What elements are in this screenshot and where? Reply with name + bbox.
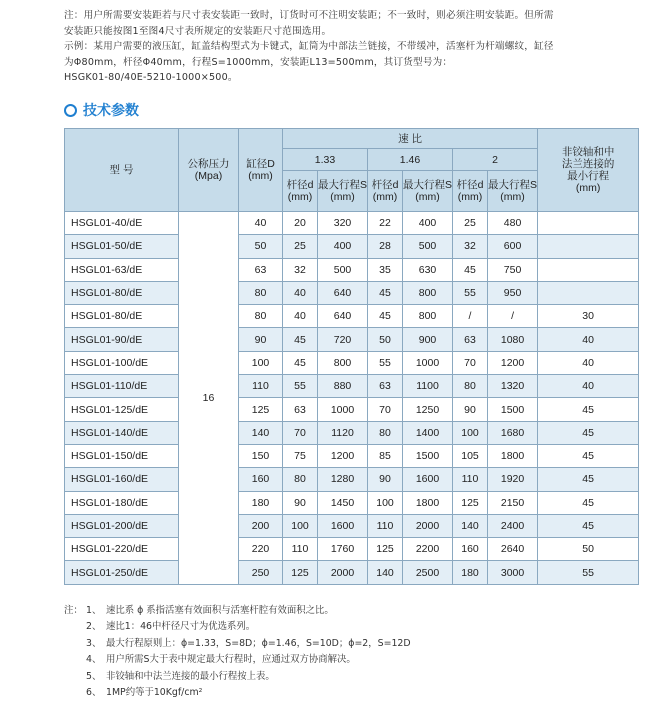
table-cell-s2: 800 xyxy=(403,305,453,328)
table-cell-s2: 1800 xyxy=(403,491,453,514)
table-cell-d3: 140 xyxy=(453,514,488,537)
table-cell-s3: 1920 xyxy=(488,468,538,491)
table-cell-bore: 220 xyxy=(239,538,283,561)
model-cell: HSGL01-80/dE xyxy=(65,305,179,328)
note-number: 2、 xyxy=(86,621,102,633)
table-cell-s1: 880 xyxy=(318,375,368,398)
table-cell-s3: 1500 xyxy=(488,398,538,421)
table-cell-bore: 90 xyxy=(239,328,283,351)
note-item xyxy=(64,636,624,652)
table-cell-s2: 1400 xyxy=(403,421,453,444)
model-cell: HSGL01-63/dE xyxy=(65,258,179,281)
table-cell-d2: 80 xyxy=(368,421,403,444)
table-cell-d1: 45 xyxy=(283,351,318,374)
header-rod xyxy=(453,171,488,212)
table-cell-s2: 630 xyxy=(403,258,453,281)
model-cell: HSGL01-220/dE xyxy=(65,538,179,561)
notes xyxy=(64,603,624,701)
table-cell-d3: 100 xyxy=(453,421,488,444)
table-cell-s1: 2000 xyxy=(318,561,368,584)
table-cell-s3: 3000 xyxy=(488,561,538,584)
table-cell-d1: 25 xyxy=(283,235,318,258)
table-cell-s1: 1280 xyxy=(318,468,368,491)
note-text: 非铰轴和中法兰连接的最小行程按上表。 xyxy=(106,670,275,682)
table-cell-d3: 45 xyxy=(453,258,488,281)
table-cell-d3: 25 xyxy=(453,212,488,235)
table-cell-s3: 750 xyxy=(488,258,538,281)
table-cell-d3: 105 xyxy=(453,444,488,467)
table-cell-d3: 80 xyxy=(453,375,488,398)
table-cell-d1: 20 xyxy=(283,212,318,235)
header-pressure xyxy=(179,129,239,212)
table-cell-d1: 40 xyxy=(283,305,318,328)
table-cell-s2: 1250 xyxy=(403,398,453,421)
table-cell-s3: 600 xyxy=(488,235,538,258)
table-cell-s2: 1500 xyxy=(403,444,453,467)
spec-table xyxy=(64,128,639,585)
note-number: 5、 xyxy=(86,670,102,682)
table-row xyxy=(65,258,639,281)
table-cell-s3: 2640 xyxy=(488,538,538,561)
table-row xyxy=(65,421,639,444)
table-cell-min xyxy=(538,258,639,281)
header-max-stroke-label: 最大行程S (mm) xyxy=(488,179,538,203)
table-cell-bore: 150 xyxy=(239,444,283,467)
header-max-stroke xyxy=(403,171,453,212)
table-cell-min xyxy=(538,281,639,304)
table-cell-d3: 63 xyxy=(453,328,488,351)
table-cell-min: 45 xyxy=(538,514,639,537)
table-cell-bore: 80 xyxy=(239,305,283,328)
table-cell-d3: 180 xyxy=(453,561,488,584)
table-cell-s2: 2200 xyxy=(403,538,453,561)
table-cell-s3: 2150 xyxy=(488,491,538,514)
table-cell-s1: 1450 xyxy=(318,491,368,514)
circle-bullet-icon xyxy=(64,104,77,117)
table-cell-s1: 1000 xyxy=(318,398,368,421)
table-cell-s1: 720 xyxy=(318,328,368,351)
table-cell-d2: 28 xyxy=(368,235,403,258)
header-ratio-2: 1.46 xyxy=(368,149,453,171)
model-cell: HSGL01-80/dE xyxy=(65,281,179,304)
spec-table-body xyxy=(65,212,639,585)
table-cell-d3: 125 xyxy=(453,491,488,514)
table-cell-bore: 200 xyxy=(239,514,283,537)
intro-line: 安装距只能按图1至图4尺寸表所规定的安装距尺寸范围选用。 xyxy=(64,25,332,37)
section-title-text: 技术参数 xyxy=(83,103,139,119)
note-item xyxy=(64,652,624,668)
table-cell-d1: 63 xyxy=(283,398,318,421)
note-text: 1MP约等于10Kgf/cm² xyxy=(106,687,203,699)
header-model: 型 号 xyxy=(65,129,179,212)
table-cell-d3: 110 xyxy=(453,468,488,491)
table-cell-bore: 100 xyxy=(239,351,283,374)
table-row xyxy=(65,468,639,491)
table-cell-s3: 2400 xyxy=(488,514,538,537)
table-cell-d2: 100 xyxy=(368,491,403,514)
note-text: 速比系 ϕ 系指活塞有效面积与活塞杆腔有效面积之比。 xyxy=(106,605,334,616)
header-rod-label: 杆径d (mm) xyxy=(371,179,399,203)
model-cell: HSGL01-110/dE xyxy=(65,375,179,398)
table-cell-d2: 85 xyxy=(368,444,403,467)
table-cell-bore: 160 xyxy=(239,468,283,491)
table-row xyxy=(65,281,639,304)
table-cell-bore: 40 xyxy=(239,212,283,235)
table-cell-d2: 90 xyxy=(368,468,403,491)
table-cell-d3: 90 xyxy=(453,398,488,421)
table-cell-d2: 35 xyxy=(368,258,403,281)
table-cell-s2: 1000 xyxy=(403,351,453,374)
table-cell-d1: 80 xyxy=(283,468,318,491)
table-cell-bore: 50 xyxy=(239,235,283,258)
table-cell-min: 45 xyxy=(538,444,639,467)
header-min-stroke-label: 非铰轴和中 法兰连接的 最小行程 (mm) xyxy=(561,146,615,194)
header-min-stroke xyxy=(538,129,639,212)
intro-line: HSGK01-80/40E-5210-1000×500。 xyxy=(64,72,238,84)
note-text: 速比1：46中杆径尺寸为优选系列。 xyxy=(106,621,256,633)
table-cell-min: 45 xyxy=(538,421,639,444)
table-cell-s3: 480 xyxy=(488,212,538,235)
table-cell-d2: 45 xyxy=(368,305,403,328)
table-cell-s3: 1680 xyxy=(488,421,538,444)
table-cell-s1: 400 xyxy=(318,235,368,258)
note-number: 4、 xyxy=(86,654,102,666)
table-cell-d1: 45 xyxy=(283,328,318,351)
note-item xyxy=(64,669,624,685)
table-cell-d2: 55 xyxy=(368,351,403,374)
table-cell-bore: 140 xyxy=(239,421,283,444)
table-cell-bore: 125 xyxy=(239,398,283,421)
table-cell-s1: 640 xyxy=(318,281,368,304)
header-max-stroke xyxy=(488,171,538,212)
model-cell: HSGL01-90/dE xyxy=(65,328,179,351)
table-cell-d1: 125 xyxy=(283,561,318,584)
table-cell-bore: 180 xyxy=(239,491,283,514)
table-cell-d3: / xyxy=(453,305,488,328)
note-number: 3、 xyxy=(86,637,102,649)
note-text: 用户所需S大于表中规定最大行程时，应通过双方协商解决。 xyxy=(106,654,356,666)
table-cell-min: 40 xyxy=(538,375,639,398)
table-cell-d2: 140 xyxy=(368,561,403,584)
table-cell-d1: 100 xyxy=(283,514,318,537)
table-cell-s2: 2500 xyxy=(403,561,453,584)
header-bore-label: 缸径D (mm) xyxy=(246,158,275,182)
table-row xyxy=(65,235,639,258)
table-cell-s1: 1200 xyxy=(318,444,368,467)
table-cell-s1: 640 xyxy=(318,305,368,328)
table-cell-d1: 32 xyxy=(283,258,318,281)
table-cell-s1: 1600 xyxy=(318,514,368,537)
table-row xyxy=(65,398,639,421)
header-max-stroke xyxy=(318,171,368,212)
table-cell-d1: 55 xyxy=(283,375,318,398)
model-cell: HSGL01-160/dE xyxy=(65,468,179,491)
table-cell-min: 30 xyxy=(538,305,639,328)
note-item xyxy=(64,603,624,619)
table-cell-s3: 950 xyxy=(488,281,538,304)
header-rod-label: 杆径d (mm) xyxy=(286,179,314,203)
table-row xyxy=(65,212,639,235)
table-cell-min: 50 xyxy=(538,538,639,561)
table-cell-s2: 1100 xyxy=(403,375,453,398)
table-cell-d2: 22 xyxy=(368,212,403,235)
table-cell-bore: 63 xyxy=(239,258,283,281)
table-cell-s3: 1080 xyxy=(488,328,538,351)
table-cell-min: 40 xyxy=(538,351,639,374)
table-cell-s1: 1760 xyxy=(318,538,368,561)
header-rod xyxy=(283,171,318,212)
table-cell-d2: 110 xyxy=(368,514,403,537)
table-cell-d1: 90 xyxy=(283,491,318,514)
model-cell: HSGL01-100/dE xyxy=(65,351,179,374)
table-cell-s2: 800 xyxy=(403,281,453,304)
table-cell-d2: 45 xyxy=(368,281,403,304)
note-number: 6、 xyxy=(86,687,102,699)
table-cell-d1: 75 xyxy=(283,444,318,467)
table-cell-s1: 320 xyxy=(318,212,368,235)
table-row xyxy=(65,561,639,584)
table-cell-bore: 250 xyxy=(239,561,283,584)
intro-line: 为Φ80mm，杆径Φ40mm，行程S=1000mm，安装距L13=500mm，其订货型号为： xyxy=(64,56,453,68)
table-cell-min xyxy=(538,212,639,235)
table-cell-s3: / xyxy=(488,305,538,328)
table-row xyxy=(65,538,639,561)
table-cell-d2: 63 xyxy=(368,375,403,398)
table-cell-d2: 70 xyxy=(368,398,403,421)
note-item xyxy=(64,619,624,635)
model-cell: HSGL01-250/dE xyxy=(65,561,179,584)
table-row xyxy=(65,305,639,328)
model-cell: HSGL01-40/dE xyxy=(65,212,179,235)
table-cell-min: 45 xyxy=(538,491,639,514)
table-row xyxy=(65,351,639,374)
table-cell-s3: 1320 xyxy=(488,375,538,398)
model-cell: HSGL01-200/dE xyxy=(65,514,179,537)
note-item xyxy=(64,685,624,701)
model-cell: HSGL01-140/dE xyxy=(65,421,179,444)
table-cell-bore: 110 xyxy=(239,375,283,398)
table-row xyxy=(65,514,639,537)
table-cell-min: 45 xyxy=(538,398,639,421)
header-max-stroke-label: 最大行程S (mm) xyxy=(403,179,453,203)
table-cell-min: 55 xyxy=(538,561,639,584)
table-cell-min xyxy=(538,235,639,258)
intro-line: 示例：某用户需要的液压缸，缸盖结构型式为卡键式，缸筒为中部法兰链接，不带缓冲，活塞杆为杆端螺纹，缸径 xyxy=(64,41,554,53)
header-max-stroke-label: 最大行程S (mm) xyxy=(318,179,368,203)
notes-lead: 注： xyxy=(64,605,83,616)
table-cell-s1: 800 xyxy=(318,351,368,374)
table-cell-bore: 80 xyxy=(239,281,283,304)
table-row xyxy=(65,444,639,467)
model-cell: HSGL01-50/dE xyxy=(65,235,179,258)
note-number: 1、 xyxy=(86,605,102,616)
header-ratio-3: 2 xyxy=(453,149,538,171)
table-cell-d3: 32 xyxy=(453,235,488,258)
table-cell-min: 45 xyxy=(538,468,639,491)
header-pressure-label: 公称压力 (Mpa) xyxy=(187,158,230,182)
header-rod xyxy=(368,171,403,212)
header-bore xyxy=(239,129,283,212)
table-cell-s3: 1200 xyxy=(488,351,538,374)
model-cell: HSGL01-150/dE xyxy=(65,444,179,467)
model-cell: HSGL01-125/dE xyxy=(65,398,179,421)
intro-text xyxy=(64,8,644,86)
table-cell-d3: 55 xyxy=(453,281,488,304)
table-cell-d3: 70 xyxy=(453,351,488,374)
note-text: 最大行程原则上：ϕ=1.33，S=8D；ϕ=1.46，S=10D；ϕ=2，S=12D xyxy=(106,637,411,649)
header-rod-label: 杆径d (mm) xyxy=(456,179,484,203)
table-row xyxy=(65,491,639,514)
table-row xyxy=(65,328,639,351)
table-cell-s2: 1600 xyxy=(403,468,453,491)
table-cell-s1: 1120 xyxy=(318,421,368,444)
section-title xyxy=(64,100,139,120)
table-cell-d3: 160 xyxy=(453,538,488,561)
table-cell-d2: 50 xyxy=(368,328,403,351)
table-cell-d1: 110 xyxy=(283,538,318,561)
table-cell-s3: 1800 xyxy=(488,444,538,467)
pressure-cell: 16 xyxy=(179,212,239,585)
table-cell-s1: 500 xyxy=(318,258,368,281)
table-row xyxy=(65,375,639,398)
table-cell-d1: 40 xyxy=(283,281,318,304)
table-cell-s2: 400 xyxy=(403,212,453,235)
table-cell-s2: 500 xyxy=(403,235,453,258)
table-cell-s2: 900 xyxy=(403,328,453,351)
table-cell-d1: 70 xyxy=(283,421,318,444)
table-cell-d2: 125 xyxy=(368,538,403,561)
table-cell-min: 40 xyxy=(538,328,639,351)
header-ratio-1: 1.33 xyxy=(283,149,368,171)
table-cell-s2: 2000 xyxy=(403,514,453,537)
intro-line: 注：用户所需要安装距若与尺寸表安装距一致时，订货时可不注明安装距；不一致时，则必须注明安装距。但所需 xyxy=(64,10,554,21)
model-cell: HSGL01-180/dE xyxy=(65,491,179,514)
header-speed-ratio: 速 比 xyxy=(283,129,538,149)
